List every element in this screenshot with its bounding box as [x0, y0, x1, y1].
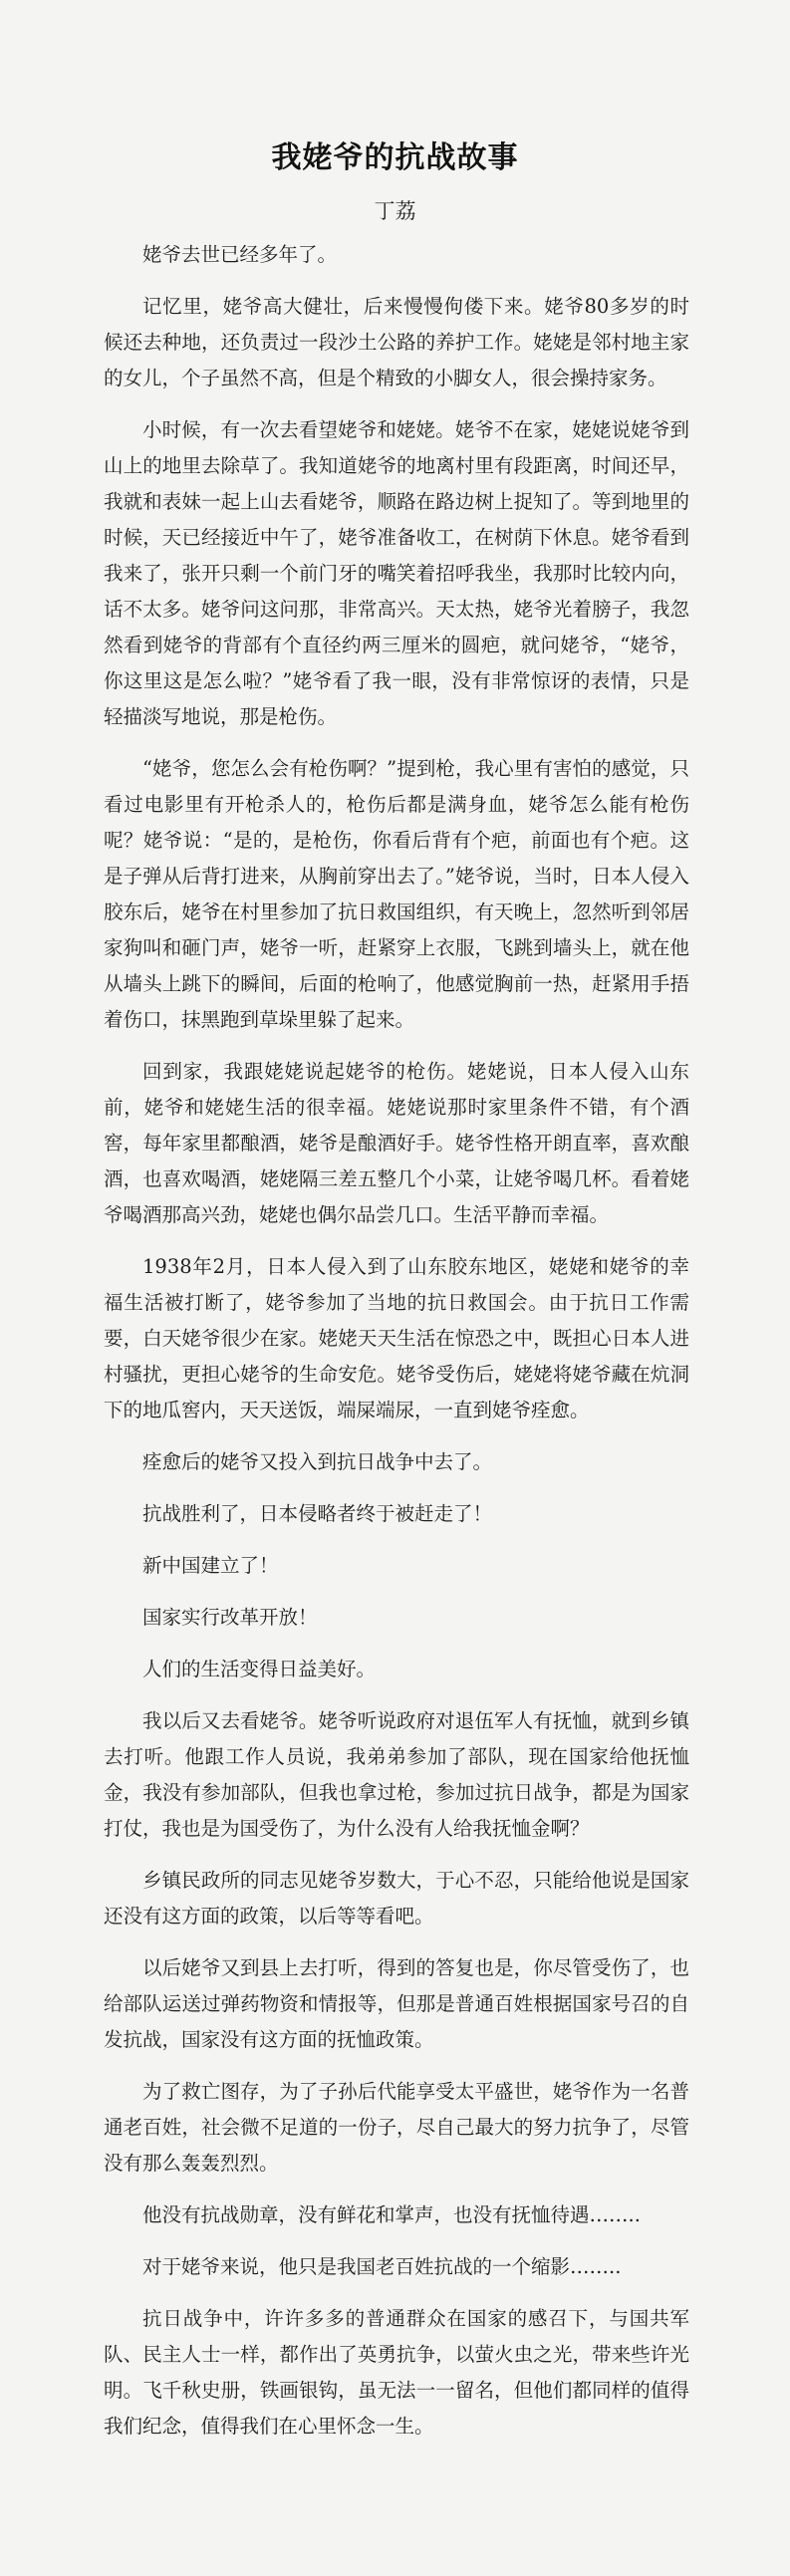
article-body [104, 237, 689, 2460]
paragraph: 为了救亡图存，为了子孙后代能享受太平盛世，姥爷作为一名普通老百姓，社会微不足道的一份子，尽自己最大的努力抗争了，尽管没有那么轰轰烈烈。 [104, 2080, 689, 2175]
paragraph: 我以后又去看姥爷。姥爷听说政府对退伍军人有抚恤，就到乡镇去打听。他跟工作人员说，我弟弟参加了部队，现在国家给他抚恤金，我没有参加部队，但我也拿过枪，参加过抗日战争，都是为国家打仗，我也是为国受伤了，为什么没有人给我抚恤金啊？ [104, 1709, 689, 1840]
paragraph: 1938年2月，日本人侵入到了山东胶东地区，姥姥和姥爷的幸福生活被打断了，姥爷参加了当地的抗日救国会。由于抗日工作需要，白天姥爷很少在家。姥姥天天生活在惊恐之中，既担心日本人进村骚扰，更担心姥爷的生命安危。姥爷受伤后，姥姥将姥爷藏在炕洞下的地瓜窖内，天天送饭，端屎端尿，一直到姥爷痊愈。 [104, 1255, 689, 1421]
paragraph: 国家实行改革开放！ [142, 1606, 318, 1629]
paragraph: 人们的生活变得日益美好。 [142, 1658, 377, 1680]
paragraph: 姥爷去世已经多年了。 [142, 243, 338, 266]
paragraph: 他没有抗战勋章，没有鲜花和掌声，也没有抚恤待遇…….. [142, 2203, 641, 2226]
paragraph: 以后姥爷又到县上去打听，得到的答复也是，你尽管受伤了，也给部队运送过弹药物资和情报等，但那是普通百姓根据国家号召的自发抗战，国家没有这方面的抚恤政策。 [104, 1956, 689, 2051]
paragraph: 乡镇民政所的同志见姥爷岁数大，于心不忍，只能给他说是国家还没有这方面的政策，以后等等看吧。 [104, 1869, 689, 1928]
paragraph: “姥爷，您怎么会有枪伤啊？”提到枪，我心里有害怕的感觉，只看过电影里有开枪杀人的，枪伤后都是满身血，姥爷怎么能有枪伤呢？姥爷说：“是的，是枪伤，你看后背有个疤，前面也有个疤。这是子弹从后背打进来，从胸前穿出去了。”姥爷说，当时，日本人侵入胶东后，姥爷在村里参加了抗日救国组织，有天晚上，忽然听到邻居家狗叫和砸门声，姥爷一听，赶紧穿上衣服，飞跳到墙头上，就在他从墙头上跳下的瞬间，后面的枪响了，他感觉胸前一热，赶紧用手捂着伤口，抹黑跑到草垛里躲了起来。 [104, 757, 689, 1031]
paragraph: 新中国建立了！ [142, 1554, 279, 1577]
paragraph: 记忆里，姥爷高大健壮，后来慢慢佝偻下来。姥爷80多岁的时候还去种地，还负责过一段沙土公路的养护工作。姥姥是邻村地主家的女儿，个子虽然不高，但是个精致的小脚女人，很会操持家务。 [104, 295, 689, 389]
paragraph: 抗日战争中，许许多多的普通群众在国家的感召下，与国共军队、民主人士一样，都作出了英勇抗争，以萤火虫之光，带来些许光明。飞千秋史册，铁画银钩，虽无法一一留名，但他们都同样的值得我们纪念，值得我们在心里怀念一生。 [104, 2307, 689, 2438]
paragraph: 小时候，有一次去看望姥爷和姥姥。姥爷不在家，姥姥说姥爷到山上的地里去除草了。我知道姥爷的地离村里有段距离，时间还早，我就和表妹一起上山去看姥爷，顺路在路边树上捉知了。等到地里的时候，天已经接近中午了，姥爷准备收工，在树荫下休息。姥爷看到我来了，张开只剩一个前门牙的嘴笑着招呼我坐，我那时比较内向，话不太多。姥爷问这问那，非常高兴。天太热，姥爷光着膀子，我忽然看到姥爷的背部有个直径约两三厘米的圆疤，就问姥爷，“姥爷，你这里这是怎么啦？”姥爷看了我一眼，没有非常惊讶的表情，只是轻描淡写地说，那是枪伤。 [104, 418, 689, 728]
paragraph: 对于姥爷来说，他只是我国老百姓抗战的一个缩影…….. [142, 2255, 622, 2278]
article-title: 我姥爷的抗战故事 [271, 140, 519, 175]
paragraph: 抗战胜利了，日本侵略者终于被赶走了！ [142, 1502, 493, 1525]
paragraph: 痊愈后的姥爷又投入到抗日战争中去了。 [142, 1450, 493, 1473]
paragraph: 回到家，我跟姥姥说起姥爷的枪伤。姥姥说，日本人侵入山东前，姥爷和姥姥生活的很幸福。姥姥说那时家里条件不错，有个酒窖，每年家里都酿酒，姥爷是酿酒好手。姥爷性格开朗直率，喜欢酿酒，也喜欢喝酒，姥姥隔三差五整几个小菜，让姥爷喝几杯。看着姥爷喝酒那高兴劲，姥姥也偶尔品尝几口。生活平静而幸福。 [104, 1060, 689, 1226]
article-author: 丁荔 [374, 199, 416, 223]
